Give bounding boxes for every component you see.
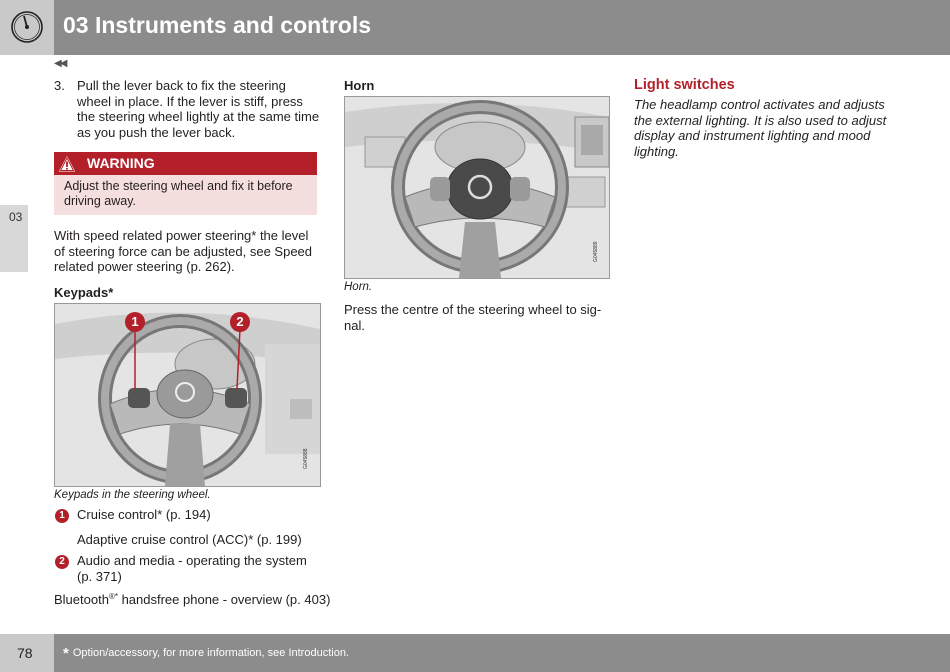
light-switches-text: The headlamp control activates and adjusts the external lighting. It is also used to adjust display and instrument lighting and mood lighting. [634,97,887,159]
warning-triangle-icon [56,153,78,174]
bluetooth-link[interactable] [54,589,330,608]
warning-text: Adjust the steering wheel and fix it before driving away. [64,179,293,208]
power-steering-paragraph: With speed related power steering* the level of steering force can be adjusted, see Speed related power steering (p. 262). [54,228,313,274]
header-icon-box [0,0,54,55]
page-title: 03 Instruments and controls [63,12,372,38]
chapter-tab[interactable] [0,205,28,272]
horn-heading: Horn [344,78,375,93]
warning-title: WARNING [87,155,155,171]
steering-wheel-keypads-drawing [55,304,320,486]
footer-star: * [63,645,69,662]
audio-media-link[interactable]: Audio and media - operating the system (p. 371) [77,553,307,584]
chapter-tab-label: 03 [9,210,23,224]
bluetooth-text-post: handsfree phone - overview (p. 403) [117,592,331,607]
callout-2-marker: 2 [230,312,250,332]
keypads-heading: Keypads* [54,285,114,300]
page-number: 78 [17,645,33,661]
horn-text: Press the centre of the steering wheel to sig-nal. [344,302,602,333]
speedometer-icon [0,0,54,55]
footer-note [63,645,349,662]
keypads-illustration [54,303,321,487]
list-marker-2: 2 [55,555,69,569]
horn-illustration [344,96,610,279]
cruise-control-link[interactable]: Cruise control* (p. 194) [77,507,211,522]
step-number: 3. [54,78,65,93]
footer-note-text: Option/accessory, for more information, see Introduction. [72,647,349,659]
acc-link[interactable]: Adaptive cruise control (ACC)* (p. 199) [77,532,302,547]
horn-caption: Horn. [344,281,373,293]
back-arrows-icon[interactable]: ◀◀ [54,58,66,69]
image-code: G045888 [303,448,309,469]
keypads-caption: Keypads in the steering wheel. [54,489,211,501]
bluetooth-sup: ®* [108,592,118,601]
image-code: G045889 [593,241,599,262]
callout-1-marker: 1 [125,312,145,332]
step-text: Pull the lever back to fix the steering wheel in place. If the lever is stiff, press the steering wheel lightly at the same time as you push the lever back. [77,78,320,140]
bluetooth-text-pre: Bluetooth [54,592,109,607]
steering-wheel-horn-drawing [345,97,609,278]
list-marker-1: 1 [55,509,69,523]
light-switches-heading: Light switches [634,77,735,93]
